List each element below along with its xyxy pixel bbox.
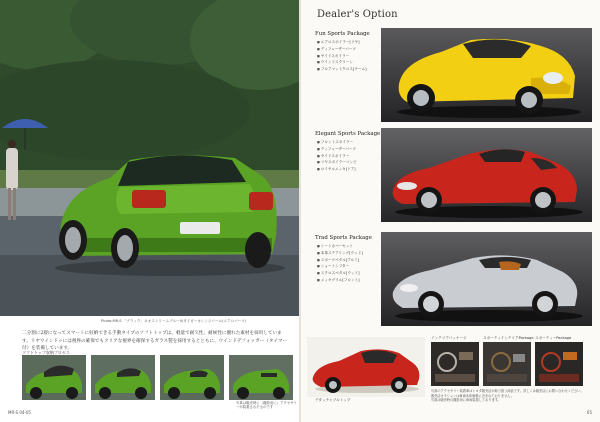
list-item: ■ メッキグリル[フロント] <box>317 277 363 284</box>
list-item: ■ スポーツペダル[アルミ] <box>317 257 363 264</box>
package-name-fun: Fun Sports Package <box>315 31 370 37</box>
package-items-fun <box>317 39 367 73</box>
thumbnail-step-4 <box>229 355 293 400</box>
package-items-elegant <box>317 139 357 173</box>
list-item: ■ ディフューザーパーツ <box>317 46 367 53</box>
list-item: ■ リヤスポイラーコンビ <box>317 159 357 166</box>
list-item: ■ フロアマットクロス[チーム] <box>317 66 367 73</box>
interior-label-3: スポーティーPackage <box>535 336 572 340</box>
list-item: ■ 本革ステアリング[ウッド] <box>317 250 363 257</box>
package-name-elegant: Elegant Sports Package <box>315 131 381 137</box>
footnote-1: 写真のアクセサリー装着車はトヨタ販売店が取り扱う商品です。詳しくは販売店にお問い合わせください。 <box>431 389 584 393</box>
hero-photo-caption: Photo:MR-S 「ブラック」ネオストリームブルーII/タイガーオレンジパール(エアロパーツ) <box>101 319 247 323</box>
list-item: ■ サイドスポイラー <box>317 153 357 160</box>
list-item: ■ スクロスペダル[ウッド] <box>317 270 363 277</box>
list-item: ■ エアロスポイラー[リヤ] <box>317 39 367 46</box>
package-items-trad <box>317 243 363 284</box>
list-item: ■ ショートシフター <box>317 263 363 270</box>
photo-red-car-hardtop <box>307 337 425 397</box>
interior-label-2: スポーティインテリアPackage <box>483 336 534 340</box>
footnote-3: 写真は販売時の撮影用に車両装着しております。 <box>431 398 501 403</box>
list-item: ■ ウインドスクリーン <box>317 59 367 66</box>
thumbnail-step-3 <box>160 355 224 400</box>
photo-interior-3 <box>535 342 583 386</box>
dealer-option-title: Dealer's Option <box>317 9 398 20</box>
photo-silver-car <box>381 232 592 326</box>
photo-yellow-car <box>381 28 592 122</box>
hero-illustration <box>0 0 299 316</box>
list-item: ■ シートカバーセット <box>317 243 363 250</box>
page-number-left: MR-S 04-05 <box>8 410 31 415</box>
thumbnail-note: 写真は販売時に（撮影用に）アクセサリーが装着されたものです <box>236 401 297 410</box>
list-item: ■ フロントスポイラー <box>317 139 357 146</box>
photo-red-car <box>381 128 592 222</box>
hero-photo-green-car <box>0 0 299 316</box>
thumbnail-step-2 <box>91 355 155 400</box>
left-page <box>0 0 299 422</box>
footnotes <box>431 389 591 403</box>
list-item: ■ サイドスポイラー <box>317 53 367 60</box>
page-number-right: 05 <box>586 410 592 415</box>
soft-top-process-title: ソフトトップ収納プロセス <box>22 350 70 355</box>
thumbnail-step-1 <box>22 355 86 400</box>
photo-interior-2 <box>483 342 531 386</box>
soft-top-description: 二分割に2層になってスマートに収納できる手動タイプのソフトトップは、軽量で耐久性、耐候性に優れた素材を採用しています。リヤウインドゥには視界の確保でもクリアな視界を確保するガラス製を採用するとともに、ウインドデフォッガー（タイマー付）を装備しています。 <box>22 331 288 352</box>
interior-label-1: インテリアパッケージ <box>431 336 467 340</box>
right-page <box>301 0 600 422</box>
list-item: ■ ロイヤルメッキ[ドア] <box>317 166 357 173</box>
package-name-trad: Trad Sports Package <box>315 235 372 241</box>
soft-top-process-thumbnails <box>22 355 294 400</box>
list-item: ■ ディフューザーパーツ <box>317 146 357 153</box>
detachable-top-label: デタッチャブルトップ <box>315 398 351 402</box>
footnote-2: 販売店オプションは車両本体価格に含まれておりません。 <box>431 393 514 398</box>
photo-interior-1 <box>431 342 479 386</box>
